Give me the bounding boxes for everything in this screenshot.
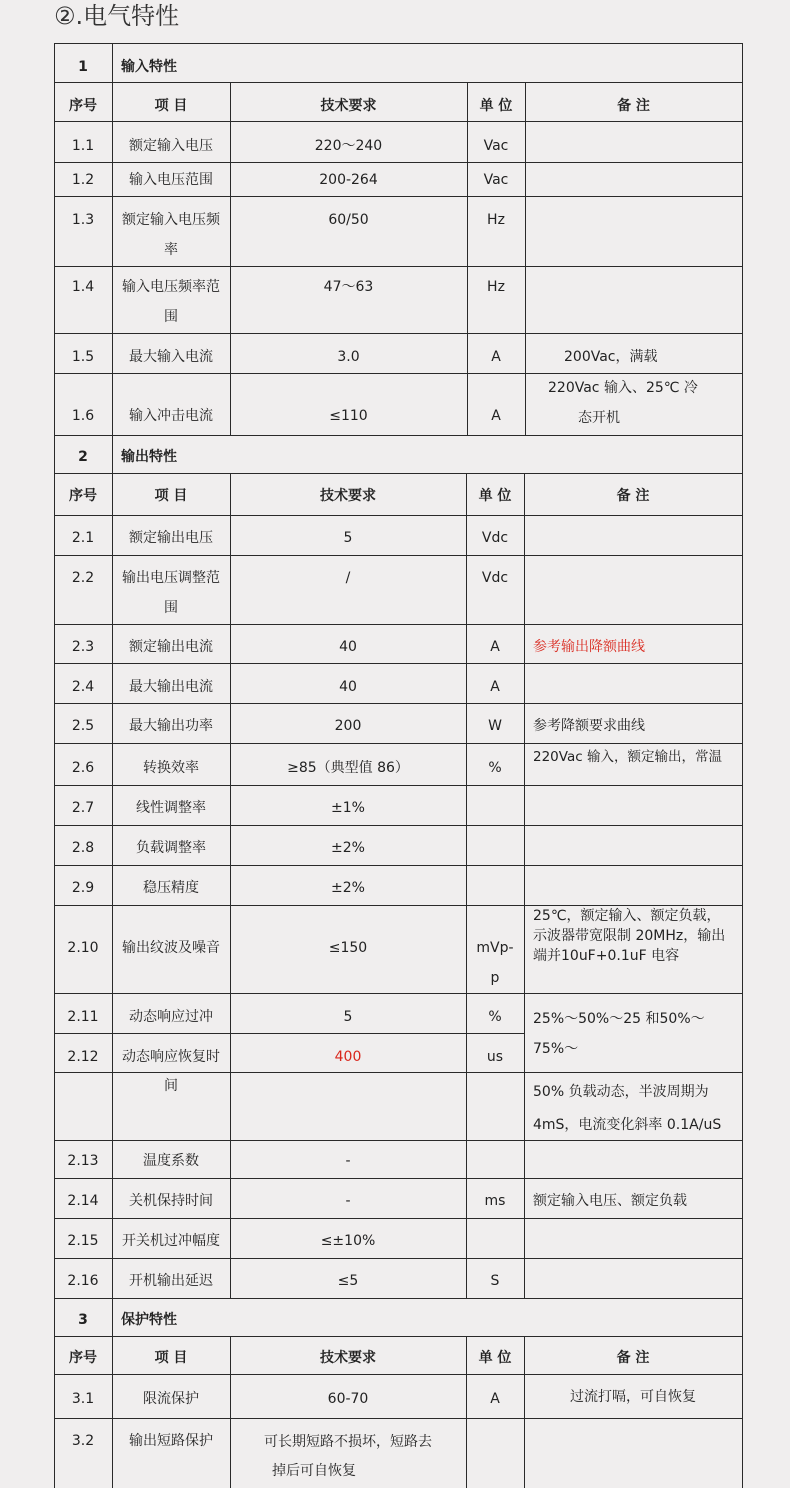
- row-req: ±2%: [331, 880, 365, 896]
- row-item: 最大输出电流: [129, 679, 213, 695]
- row-item: 转换效率: [143, 760, 199, 776]
- row-req-line2: 掉后可自恢复: [272, 1463, 356, 1479]
- row-no: 1.3: [71, 212, 95, 228]
- row-no: 3.2: [71, 1433, 95, 1449]
- header-req: 技术要求: [320, 488, 376, 504]
- row-req: ±2%: [331, 840, 365, 856]
- header-no: 序号: [69, 488, 97, 504]
- row-note: 220Vac 输入，额定输出，常温: [533, 749, 722, 765]
- row-no: 2.9: [71, 880, 95, 896]
- row-note: 额定输入电压、额定负载: [533, 1193, 687, 1209]
- row-req: ≤5: [337, 1273, 359, 1289]
- row-no: 2.8: [71, 840, 95, 856]
- row-unit: A: [491, 349, 501, 365]
- row-item: 最大输入电流: [129, 349, 213, 365]
- row-note: 200Vac，满载: [564, 349, 658, 365]
- section-number: 2: [78, 449, 88, 465]
- header-unit: 单 位: [478, 488, 512, 504]
- row-item: 温度系数: [143, 1153, 199, 1169]
- row-unit: ms: [484, 1193, 506, 1209]
- row-unit: A: [490, 679, 500, 695]
- row-req: 47～63: [323, 279, 374, 295]
- row-item: 输出短路保护: [129, 1433, 213, 1449]
- header-item: 项 目: [154, 98, 188, 114]
- header-note: 备 注: [616, 1350, 650, 1366]
- row-item: 限流保护: [143, 1391, 199, 1407]
- row-req: 5: [343, 530, 353, 546]
- row-no: 3.1: [71, 1391, 95, 1407]
- row-no: 1.2: [71, 172, 95, 188]
- row-no: 1.5: [71, 349, 95, 365]
- row-note: 参考降额要求曲线: [533, 718, 645, 734]
- row-item-line2: 围: [164, 309, 178, 325]
- row-unit: Vdc: [481, 570, 509, 586]
- row-unit: W: [488, 718, 502, 734]
- row-req: ≥85（典型值 86）: [287, 760, 409, 776]
- row-no: 2.12: [67, 1049, 99, 1065]
- row-req: 200: [334, 718, 362, 734]
- row-item: 负载调整率: [136, 840, 206, 856]
- row-no: 1.1: [71, 138, 95, 154]
- section-title-input: 输入特性: [121, 59, 177, 75]
- row-no: 2.15: [67, 1233, 99, 1249]
- row-no: 2.7: [71, 800, 95, 816]
- header-item: 项 目: [154, 1350, 188, 1366]
- row-no: 2.16: [67, 1273, 99, 1289]
- row-unit: %: [488, 1009, 502, 1025]
- row-item: 关机保持时间: [129, 1193, 213, 1209]
- row-req: 5: [343, 1009, 353, 1025]
- row-req: 3.0: [337, 349, 360, 365]
- row-item: 最大输出功率: [129, 718, 213, 734]
- row-item: 输入冲击电流: [129, 408, 213, 424]
- row-unit: Vac: [483, 172, 509, 188]
- row-note: 25℃，额定输入、额定负载，: [533, 908, 721, 924]
- row-req: 60/50: [328, 212, 369, 228]
- row-unit: mVp-: [476, 940, 514, 956]
- row-unit: Vdc: [481, 530, 509, 546]
- row-item: 额定输出电压: [129, 530, 213, 546]
- row-req: -: [345, 1193, 351, 1209]
- row-req: ≤110: [329, 408, 368, 424]
- row-no: 2.5: [71, 718, 95, 734]
- row-item: 额定输入电压频: [122, 212, 220, 228]
- row-req: ≤±10%: [320, 1233, 376, 1249]
- row-req: /: [345, 570, 351, 586]
- row-no: 2.4: [71, 679, 95, 695]
- row-unit: S: [490, 1273, 500, 1289]
- header-req: 技术要求: [320, 98, 377, 114]
- row-unit: A: [490, 639, 500, 655]
- row-item-line2: 围: [164, 600, 178, 616]
- row-item: 动态响应过冲: [129, 1009, 213, 1025]
- row-no: 1.4: [71, 279, 95, 295]
- row-item: 额定输出电流: [129, 639, 213, 655]
- row-item: 额定输入电压: [129, 138, 213, 154]
- row-unit: Vac: [483, 138, 509, 154]
- section-title-protection: 保护特性: [121, 1312, 177, 1328]
- row-no: 2.10: [67, 940, 99, 956]
- row-no: 2.14: [67, 1193, 99, 1209]
- row-req-highlight: 400: [334, 1049, 362, 1065]
- row-item: 开关机过冲幅度: [122, 1233, 220, 1249]
- row-req: 可长期短路不损坏，短路去: [264, 1434, 432, 1450]
- header-note: 备 注: [617, 98, 650, 114]
- section-number: 1: [78, 59, 88, 75]
- row-item: 线性调整率: [136, 800, 206, 816]
- row-unit-line2: p: [490, 970, 500, 986]
- section-title-output: 输出特性: [121, 449, 177, 465]
- section-title: ②.电气特性: [54, 2, 180, 30]
- row-req: ≤150: [328, 940, 368, 956]
- row-note-highlight: 参考输出降额曲线: [533, 639, 645, 655]
- row-req: ±1%: [331, 800, 365, 816]
- row-req: 40: [339, 679, 357, 695]
- row-note-line2: 态开机: [578, 410, 620, 426]
- row-req: 60-70: [327, 1391, 369, 1407]
- row-item-line2: 间: [164, 1078, 178, 1094]
- row-unit: A: [491, 408, 501, 424]
- row-note: 25%～50%～25 和50%～: [533, 1011, 705, 1027]
- row-note: 220Vac 输入、25℃ 冷: [548, 380, 698, 396]
- row-item-line2: 率: [164, 242, 178, 258]
- row-unit: Hz: [487, 212, 505, 228]
- header-unit: 单 位: [478, 1350, 512, 1366]
- row-item: 输出电压调整范: [122, 570, 220, 586]
- header-no: 序号: [69, 1350, 97, 1366]
- section-number: 3: [78, 1312, 88, 1328]
- row-req: 220～240: [314, 138, 383, 154]
- row-req: 40: [339, 639, 357, 655]
- row-note-line2: 示波器带宽限制 20MHz，输出: [533, 928, 726, 944]
- row-note: 50% 负载动态，半波周期为: [533, 1084, 709, 1100]
- row-unit: A: [490, 1391, 500, 1407]
- row-no: 1.6: [71, 408, 95, 424]
- header-unit: 单 位: [479, 98, 513, 114]
- row-no: 2.1: [71, 530, 95, 546]
- header-no: 序号: [69, 98, 97, 114]
- row-note: 过流打嗝，可自恢复: [570, 1389, 696, 1405]
- row-no: 2.2: [71, 570, 95, 586]
- row-note-line3: 端并10uF+0.1uF 电容: [533, 948, 680, 964]
- row-item: 稳压精度: [143, 880, 199, 896]
- row-no: 2.3: [71, 639, 95, 655]
- row-item: 输入电压范围: [129, 172, 213, 188]
- row-no: 2.11: [67, 1009, 99, 1025]
- row-item: 输入电压频率范: [122, 279, 220, 295]
- row-no: 2.6: [71, 760, 95, 776]
- row-item: 动态响应恢复时: [122, 1049, 220, 1065]
- row-note-line2: 75%～: [533, 1041, 579, 1057]
- row-unit: %: [488, 760, 502, 776]
- row-unit: Hz: [487, 279, 505, 295]
- header-item: 项 目: [154, 488, 188, 504]
- row-unit: us: [486, 1049, 504, 1065]
- row-note-line2: 4mS，电流变化斜率 0.1A/uS: [533, 1117, 722, 1133]
- header-note: 备 注: [616, 488, 650, 504]
- row-no: 2.13: [67, 1153, 99, 1169]
- row-item: 输出纹波及噪音: [122, 940, 220, 956]
- header-req: 技术要求: [320, 1350, 376, 1366]
- row-req: 200-264: [319, 172, 378, 188]
- row-req: -: [345, 1153, 351, 1169]
- row-item: 开机输出延迟: [129, 1273, 213, 1289]
